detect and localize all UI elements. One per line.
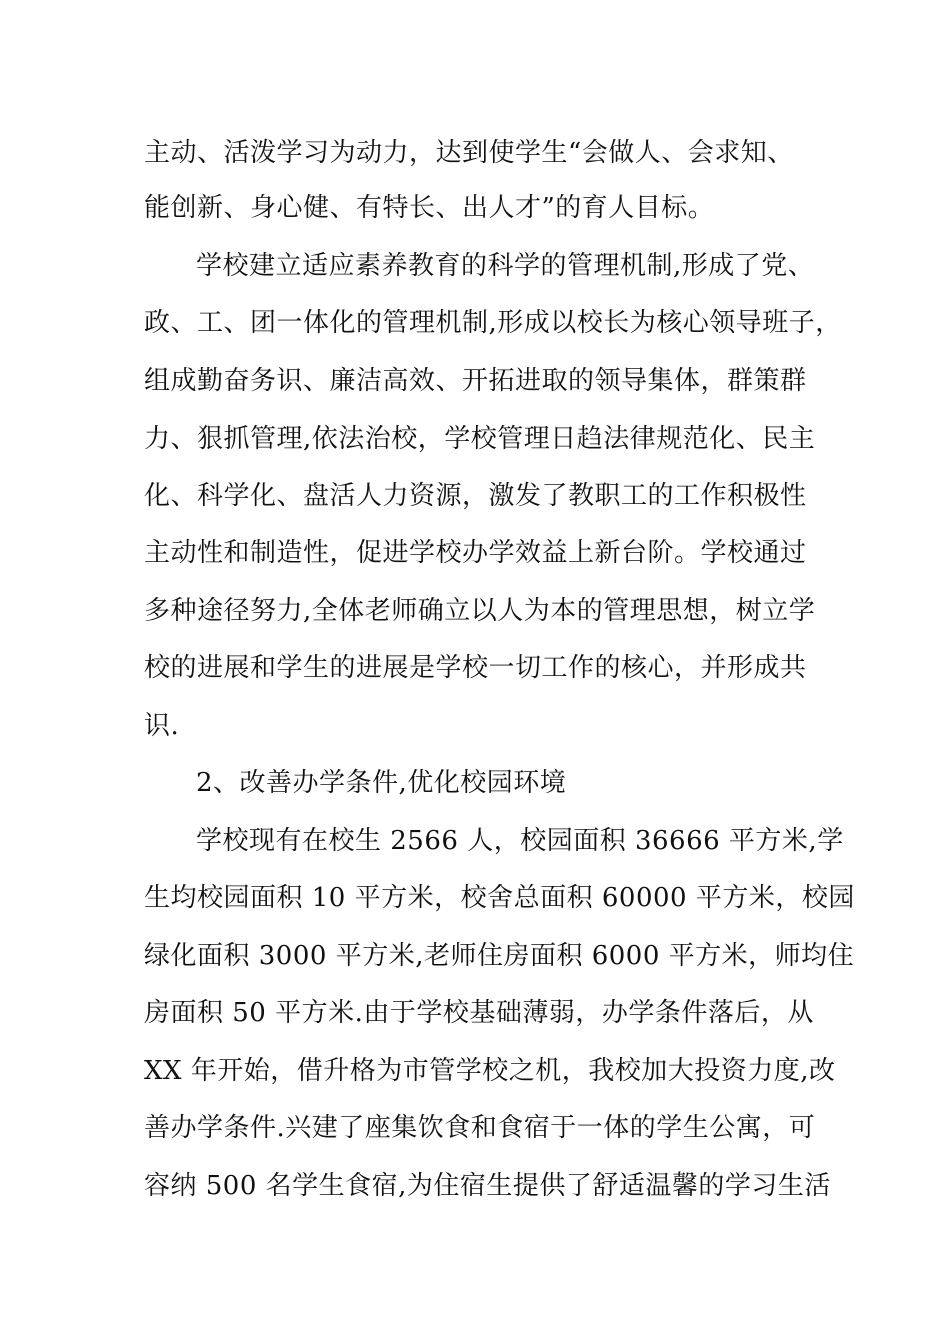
text-line: 化、科学化、盘活人力资源，激发了教职工的工作积极性 <box>144 481 807 511</box>
text-line: 能创新、身心健、有特长、出人才”的育人目标。 <box>144 193 715 223</box>
paragraph-start-line: 学校建立适应素养教育的科学的管理机制,形成了党、 <box>196 251 815 281</box>
text-line: 善办学条件.兴建了座集饮食和食宿于一体的学生公寓，可 <box>144 1113 816 1143</box>
text-line: 主动性和制造性，促进学校办学效益上新台阶。学校通过 <box>144 538 807 568</box>
text-line: 生均校园面积 10 平方米，校舍总面积 60000 平方米，校园 <box>144 883 855 913</box>
paragraph-start-line: 学校现有在校生 2566 人，校园面积 36666 平方米,学 <box>196 826 844 856</box>
text-line: 多种途径努力,全体老师确立以人为本的管理思想，树立学 <box>144 596 816 626</box>
text-line: 组成勤奋务识、廉洁高效、开拓进取的领导集体，群策群 <box>144 366 807 396</box>
text-line: 主动、活泼学习为动力，达到使学生“会做人、会求知、 <box>144 138 794 168</box>
text-line: 力、狠抓管理,依法治校，学校管理日趋法律规范化、民主 <box>144 424 816 454</box>
text-line: 绿化面积 3000 平方米,老师住房面积 6000 平方米，师均住 <box>144 941 855 971</box>
section-heading: 2、改善办学条件,优化校园环境 <box>196 768 567 798</box>
text-line: 校的进展和学生的进展是学校一切工作的核心，并形成共 <box>144 653 807 683</box>
text-line: 容纳 500 名学生食宿,为住宿生提供了舒适温馨的学习生活 <box>144 1171 831 1201</box>
text-line: 识. <box>144 711 180 741</box>
text-line: 房面积 50 平方米.由于学校基础薄弱，办学条件落后，从 <box>144 998 814 1028</box>
text-line: XX 年开始，借升格为市管学校之机，我校加大投资力度,改 <box>144 1056 836 1086</box>
text-line: 政、工、团一体化的管理机制,形成以校长为核心领导班子， <box>144 308 842 338</box>
